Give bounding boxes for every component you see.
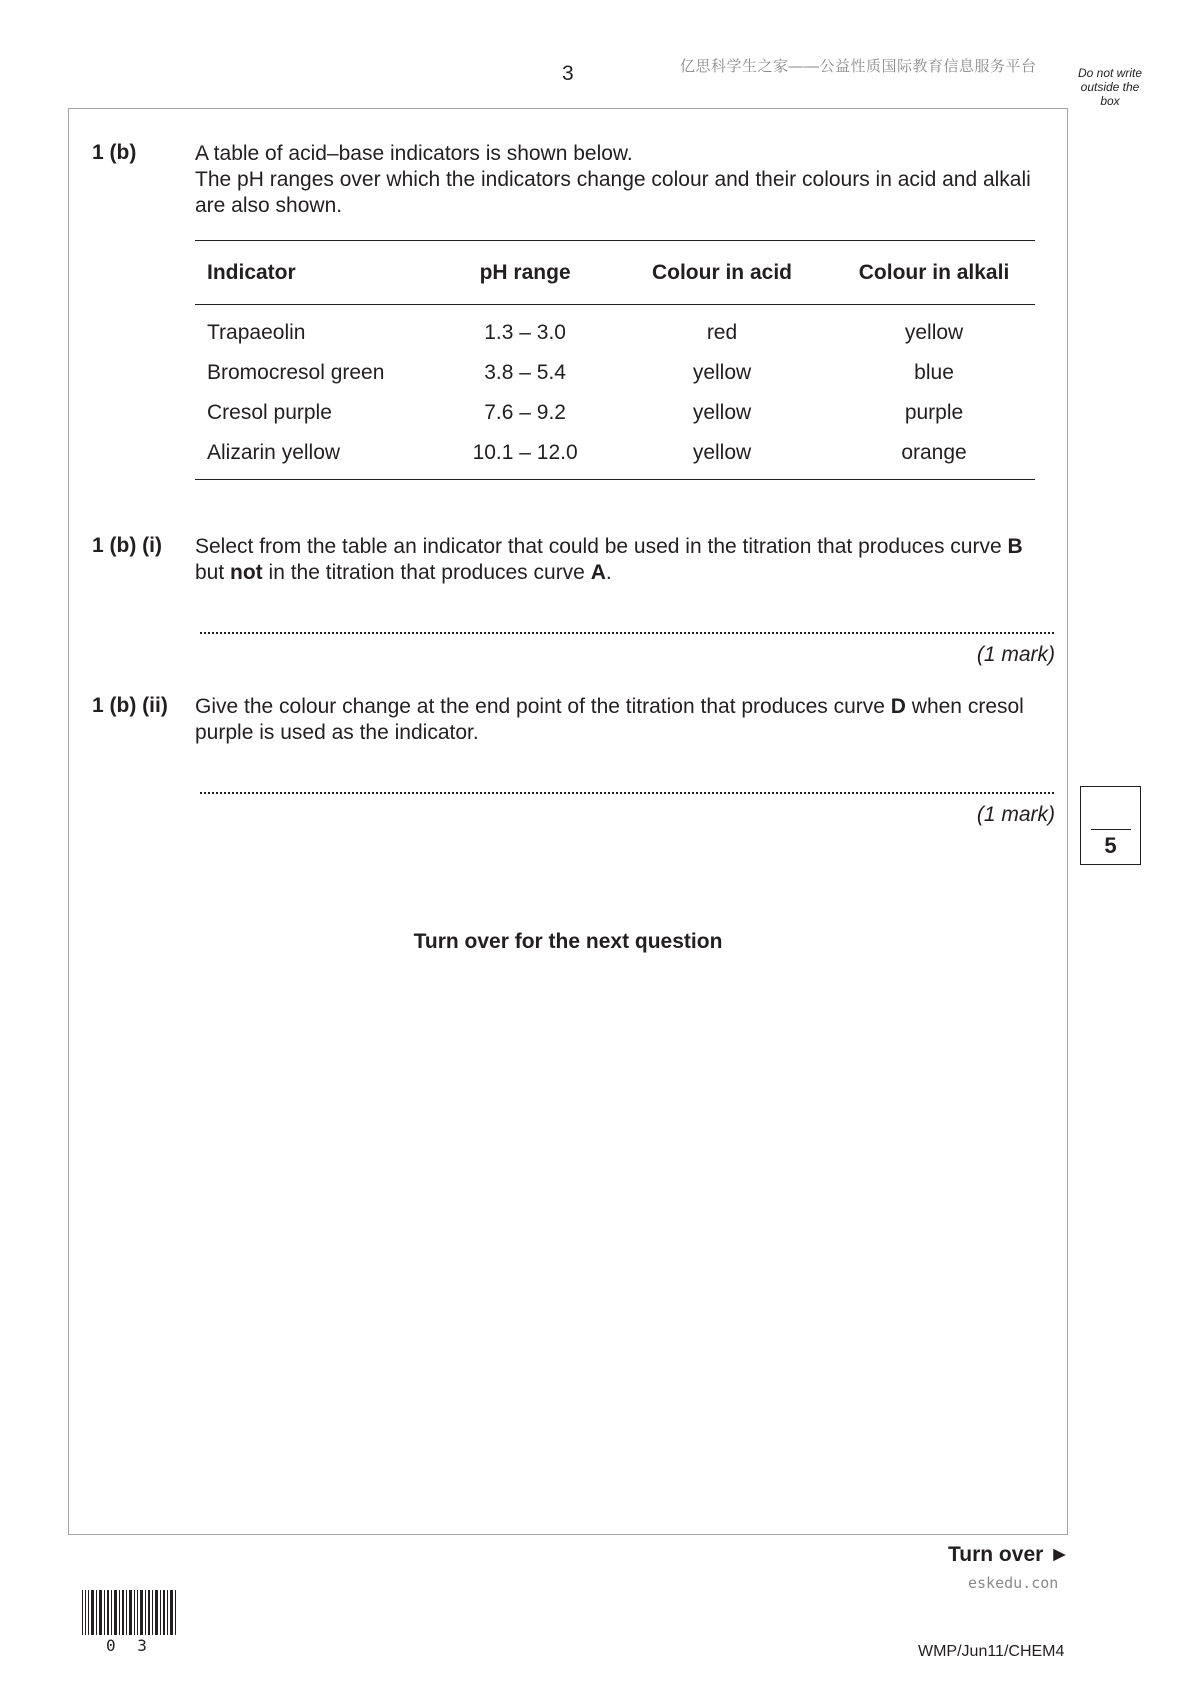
question-1bi-text <box>195 534 1045 586</box>
answer-line-1bi[interactable] <box>200 632 1054 634</box>
answer-line-1bii[interactable] <box>200 792 1054 794</box>
cell-colour-acid: yellow <box>692 361 752 384</box>
turn-over-next-question: Turn over for the next question <box>413 930 723 953</box>
cell-colour-acid: red <box>706 321 738 344</box>
site-watermark: eskedu.con <box>968 1574 1059 1592</box>
table-row <box>195 353 1035 393</box>
table-row <box>195 433 1035 480</box>
cell-colour-acid: yellow <box>611 433 833 480</box>
curve-label-a: A <box>590 561 606 584</box>
margin-note <box>1066 66 1154 108</box>
margin-note-line: Do not write <box>1077 66 1143 80</box>
table-row <box>195 305 1035 354</box>
cell-indicator: Bromocresol green <box>207 361 385 384</box>
barcode-icon <box>82 1590 178 1635</box>
mark-allocation-1bii: (1 mark) <box>976 803 1055 826</box>
barcode-number: 0 3 <box>106 1636 153 1655</box>
score-divider <box>1091 829 1131 830</box>
cell-colour-alkali: yellow <box>904 321 964 344</box>
cell-ph-range: 3.8 – 5.4 <box>484 361 566 384</box>
turn-over-label: Turn over ► <box>948 1543 1070 1566</box>
table-row <box>195 393 1035 433</box>
margin-note-line: outside the <box>1080 80 1140 94</box>
cell-colour-alkali: orange <box>833 433 1035 480</box>
cell-ph-range: 7.6 – 9.2 <box>484 401 566 424</box>
question-number-1bii: 1 (b) (ii) <box>92 694 168 717</box>
cell-ph-range: 1.3 – 3.0 <box>484 321 566 344</box>
indicator-table <box>195 240 1035 480</box>
curve-label-b: B <box>1007 535 1023 558</box>
margin-note-line: box <box>1100 94 1120 108</box>
question-text-part: Select from the table an indicator that could be used in the titration that produces curve <box>195 535 1008 558</box>
curve-label-d: D <box>890 695 906 718</box>
cell-indicator: Cresol purple <box>207 401 332 424</box>
column-header-colour-acid: Colour in acid <box>611 241 833 305</box>
watermark-text: 亿思科学生之家——公益性质国际教育信息服务平台 <box>680 58 1037 75</box>
cell-colour-alkali: blue <box>914 361 954 384</box>
paper-reference-code: WMP/Jun11/CHEM4 <box>918 1643 1065 1660</box>
question-text-part: in the titration that produces curve <box>262 561 591 584</box>
question-text-part: Give the colour change at the end point of the titration that produces curve <box>195 695 891 718</box>
cell-indicator: Alizarin yellow <box>195 433 439 480</box>
score-value: 5 <box>1104 833 1117 858</box>
score-box <box>1080 786 1141 865</box>
question-text-part: when cresol purple is used as the indicator. <box>195 695 1024 744</box>
page-number: 3 <box>562 62 574 85</box>
question-1b-line: A table of acid–base indicators is shown below. <box>195 142 633 165</box>
question-number-1b: 1 (b) <box>92 141 137 164</box>
question-number-1bi: 1 (b) (i) <box>92 534 162 557</box>
table-header-row <box>195 241 1035 305</box>
question-1bii-text <box>195 694 1045 746</box>
question-1b-line: The pH ranges over which the indicators change colour and their colours in acid and alkali are also shown. <box>195 168 1031 217</box>
cell-colour-alkali: purple <box>904 401 964 424</box>
mark-allocation-1bi: (1 mark) <box>976 643 1055 666</box>
column-header-indicator: Indicator <box>195 241 439 305</box>
cell-ph-range: 10.1 – 12.0 <box>439 433 611 480</box>
question-text-part: . <box>605 561 612 584</box>
cell-colour-acid: yellow <box>692 401 752 424</box>
column-header-colour-alkali: Colour in alkali <box>833 241 1035 305</box>
question-text-part: but <box>195 561 231 584</box>
cell-indicator: Trapaeolin <box>207 321 306 344</box>
column-header-ph-range: pH range <box>439 241 611 305</box>
question-1b-text <box>195 141 1045 219</box>
emphasis-not: not <box>230 561 263 584</box>
